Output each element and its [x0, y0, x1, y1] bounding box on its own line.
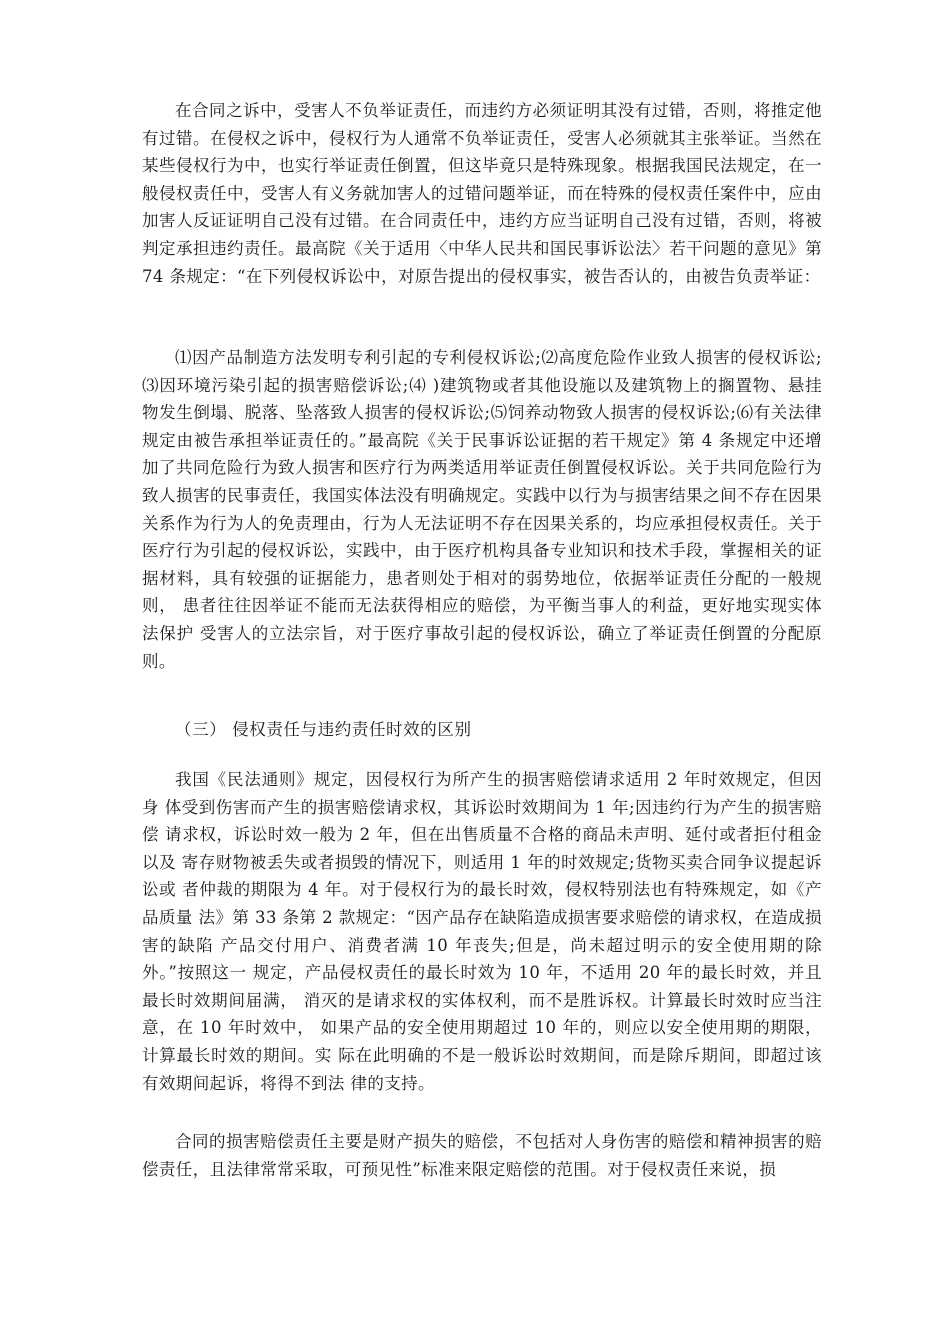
paragraph-limitation-periods: 我国《民法通则》规定，因侵权行为所产生的损害赔偿请求适用 2 年时效规定，但因身 体受到伤害而产生的损害赔偿请求权，其诉讼时效期间为 1 年;因违约行为产生的损害赔偿 请求权，诉讼时效一般为 2 年，但在出售质量不合格的商品未声明、延付或者拒付租金以及 寄存财物被丢失或者损毁的情况下，则适用 1 年的时效规定;货物买卖合同争议提起诉讼或 者仲裁的期限为 4 年。对于侵权行为的最长时效，侵权特别法也有特殊规定，如《产品质量 法》第 33 条第 2 款规定：“因产品存在缺陷造成损害要求赔偿的请求权，在造成损害的缺陷 产品交付用户、消费者满 10 年丧失;但是，尚未超过明示的安全使用期的除外。”按照这一 规定，产品侵权责任的最长时效为 10 年，不适用 20 年的最长时效，并且最长时效期间届满， 消灭的是请求权的实体权利，而不是胜诉权。计算最长时效时应当注意，在 10 年时效中， 如果产品的安全使用期超过 10 年的，则应以安全使用期的期限，计算最长时效的期间。实 际在此明确的不是一般诉讼时效期间，而是除斥期间，即超过该有效期间起诉，将得不到法 律的支持。 [142, 770, 822, 1093]
paragraph-reversed-burden-cases: ⑴因产品制造方法发明专利引起的专利侵权诉讼;⑵高度危险作业致人损害的侵权诉讼; ⑶因环境污染引起的损害赔偿诉讼;⑷ )建筑物或者其他设施以及建筑物上的搁置物、悬挂 物发生倒塌、脱落、坠落致人损害的侵权诉讼;⑸饲养动物致人损害的侵权诉讼;⑹有关法律 规定由被告承担举证责任的。”最高院《关于民事诉讼证据的若干规定》第 4 条规定中还增 加了共同危险行为致人损害和医疗行为两类适用举证责任倒置侵权诉讼。关于共同危险行为 致人损害的民事责任，我国实体法没有明确规定。实践中以行为与损害结果之间不存在因果 关系作为行为人的免责理由，行为人无法证明不存在因果关系的，均应承担侵权责任。关于 医疗行为引起的侵权诉讼，实践中，由于医疗机构具备专业知识和技术手段，掌握相关的证 据材料，具有较强的证据能力，患者则处于相对的弱势地位，依据举证责任分配的一般规则， 患者往往因举证不能而无法获得相应的赔偿，为平衡当事人的利益，更好地实现实体法保护 受害人的立法宗旨，对于医疗事故引起的侵权诉讼，确立了举证责任倒置的分配原则。 [142, 348, 822, 671]
paragraph-damages-scope: 合同的损害赔偿责任主要是财产损失的赔偿，不包括对人身伤害的赔偿和精神损害的赔 偿责任，且法律常常采取，可预见性”标准来限定赔偿的范围。对于侵权责任来说，损 [142, 1132, 822, 1179]
section-heading-limitation-difference: （三） 侵权责任与违约责任时效的区别 [175, 720, 472, 739]
paragraph-burden-of-proof: 在合同之诉中，受害人不负举证责任，而违约方必须证明其没有过错，否则，将推定他 有过错。在侵权之诉中，侵权行为人通常不负举证责任，受害人必须就其主张举证。当然在 某些侵权行为中，也实行举证责任倒置，但这毕竟只是特殊现象。根据我国民法规定，在一 般侵权责任中，受害人有义务就加害人的过错问题举证，而在特殊的侵权责任案件中，应由 加害人反证证明自己没有过错。在合同责任中，违约方应当证明自己没有过错，否则，将被 判定承担违约责任。最高院《关于适用〈中华人民共和国民事诉讼法〉若干问题的意见》第 74 条规定：“在下列侵权诉讼中，对原告提出的侵权事实，被告否认的，由被告负责举证： [142, 101, 822, 286]
